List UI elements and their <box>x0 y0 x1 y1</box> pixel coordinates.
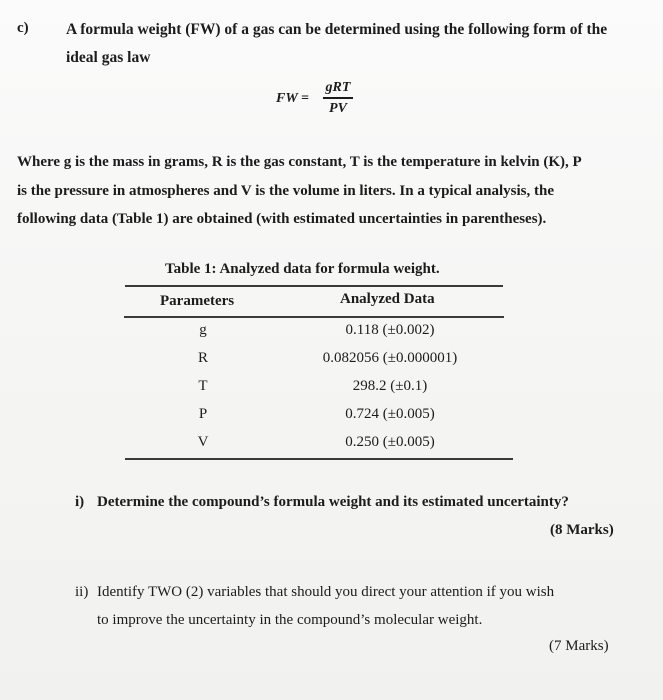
table-cell-parameter: R <box>197 350 208 366</box>
table-row <box>0 434 663 460</box>
table-row <box>0 378 663 404</box>
table-top-rule <box>125 285 503 287</box>
formula-denominator: PV <box>329 100 347 116</box>
table-cell-value: 0.250 (±0.005) <box>345 434 435 450</box>
description-line-1: Where g is the mass in grams, R is the gas constant, T is the temperature in kelvin (K), P <box>17 154 582 170</box>
table-cell-parameter: g <box>199 322 207 338</box>
table-row <box>0 406 663 432</box>
table-bottom-rule <box>125 458 513 460</box>
subquestion-1 <box>75 494 569 511</box>
table-header-analyzed-data: Analyzed Data <box>340 291 435 307</box>
table-header-rule <box>124 316 504 318</box>
subquestion-2-line-1: Identify TWO (2) variables that should you direct your attention if you wish <box>97 584 555 600</box>
description-paragraph <box>17 148 617 234</box>
question-intro: A formula weight (FW) of a gas can be determined using the following form of the ideal gas law <box>66 21 608 66</box>
formula-numerator: gRT <box>325 80 351 95</box>
subquestion-2-marks: (7 Marks) <box>549 638 609 654</box>
description-line-3: following data (Table 1) are obtained (with estimated uncertainties in parentheses). <box>17 211 547 227</box>
subquestion-1-number: i) <box>75 494 85 510</box>
table-cell-value: 0.118 (±0.002) <box>345 322 435 338</box>
formula-fraction <box>323 80 353 116</box>
table-cell-parameter: T <box>198 378 208 394</box>
table-cell-parameter: V <box>197 434 209 450</box>
question-label: c) <box>17 20 29 36</box>
subquestion-2-line-2: to improve the uncertainty in the compound’s molecular weight. <box>97 612 483 628</box>
description-line-2: is the pressure in atmospheres and V is the volume in liters. In a typical analysis, the <box>17 182 554 199</box>
formula-lhs: FW = <box>276 91 310 106</box>
subquestion-2 <box>75 578 635 634</box>
table-cell-value: 0.082056 (±0.000001) <box>322 350 458 366</box>
table-row <box>0 322 663 348</box>
fraction-bar <box>323 97 353 99</box>
subquestion-2-number: ii) <box>75 584 89 600</box>
table-title: Table 1: Analyzed data for formula weight. <box>165 261 440 277</box>
table-cell-value: 298.2 (±0.1) <box>352 378 428 394</box>
table-row <box>0 350 663 376</box>
table-header-parameters: Parameters <box>160 293 235 309</box>
subquestion-1-text: Determine the compound’s formula weight and its estimated uncertainty? <box>97 494 569 510</box>
subquestion-1-marks: (8 Marks) <box>550 522 614 538</box>
table-cell-parameter: P <box>198 406 208 422</box>
table-cell-value: 0.724 (±0.005) <box>345 406 435 422</box>
